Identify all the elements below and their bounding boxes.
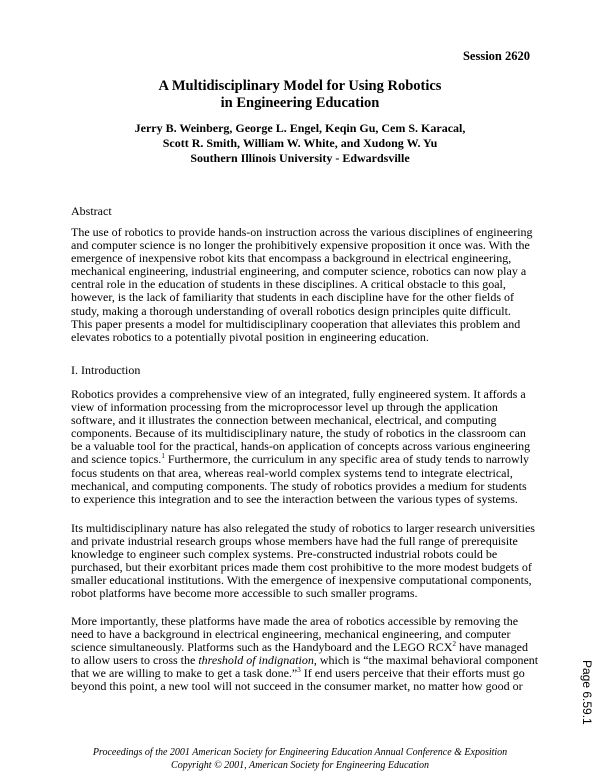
footnote-ref: 2 xyxy=(452,640,456,649)
abstract-line: mechanical engineering, industrial engineering, and computer science, robotics can now play a xyxy=(71,264,527,279)
text-run: Furthermore, the curriculum in any specific area of study tends to narrowly xyxy=(164,452,530,467)
paragraph-line: knowledge to engineer such complex systems. Pre-constructed industrial robots could be xyxy=(71,547,498,562)
paragraph-line: mechanical, and computing components. The study of robotics provides a medium for students xyxy=(71,478,527,493)
abstract-paragraph xyxy=(71,226,541,344)
intro-paragraph-1 xyxy=(71,388,541,506)
paragraph-line: need to have a background in electrical engineering, mechanical engineering, and computer xyxy=(71,627,511,642)
paragraph-line: components. Because of its multidisciplinary nature, the study of robotics in the classroom can xyxy=(71,426,526,441)
text-run: If end users perceive that their efforts must go xyxy=(300,666,525,681)
paragraph-line: to experience this integration and to see the interaction between the various types of systems. xyxy=(71,491,518,506)
affiliation: Southern Illinois University - Edwardsville xyxy=(190,151,410,165)
paragraph-line: be a valuable tool for the practical, hands-on application of concepts across various engineering xyxy=(71,439,531,454)
paragraph-line: and private industrial research groups whose members have had the full range of prerequisite xyxy=(71,534,518,549)
abstract-line: central role in the education of students in these disciplines. A critical obstacle to this goal, xyxy=(71,277,506,292)
paragraph-line: Robotics provides a comprehensive view of an integrated, fully engineered system. It affords a xyxy=(71,387,526,401)
paragraph-line: focus students on that area, whereas real-world complex systems tend to integrate electrical, xyxy=(71,465,513,480)
page-number: Page 6.59.1 xyxy=(580,660,594,725)
text-run: , which is “the maximal behavioral component xyxy=(313,653,539,668)
session-number: Session 2620 xyxy=(462,49,530,63)
abstract-line: and computer science is no longer the prohibitively expensive proposition it once was. With the xyxy=(71,238,530,253)
introduction-heading: I. Introduction xyxy=(71,363,141,377)
text-run: have managed xyxy=(455,640,528,655)
intro-paragraph-2 xyxy=(71,522,541,601)
intro-paragraph-3 xyxy=(71,615,541,694)
abstract-line: however, is the lack of familiarity that students in each discipline have for the other fields of xyxy=(71,290,515,305)
footnote-ref: 1 xyxy=(161,452,165,461)
text-run: to allow users to cross the xyxy=(71,653,199,668)
abstract-heading: Abstract xyxy=(71,204,112,218)
paragraph-line: More importantly, these platforms have made the area of robotics accessible by removing the xyxy=(71,614,519,628)
footnote-ref: 3 xyxy=(297,666,301,675)
author-block xyxy=(0,121,600,166)
abstract-line: elevates robotics to a potentially pivotal position in engineering education. xyxy=(71,329,429,344)
paragraph-line xyxy=(71,453,541,466)
footer-copyright: Copyright © 2001, American Society for Engineering Education xyxy=(171,760,429,771)
abstract-line: This paper presents a model for multidisciplinary cooperation that alleviates this problem and xyxy=(71,316,521,331)
title-line-1: A Multidisciplinary Model for Using Robotics xyxy=(158,78,442,94)
italic-term: threshold of indignation xyxy=(198,653,314,668)
paragraph-line: purchased, but their exorbitant prices made them cost prohibitive to the more modest budgets of xyxy=(71,560,532,575)
text-run: and science topics. xyxy=(71,452,162,467)
abstract-line: study, making a thorough understanding of overall robotics design principles quite difficult. xyxy=(71,303,511,318)
footer-proceedings: Proceedings of the 2001 American Society for Engineering Education Annual Conference & Exposition xyxy=(92,747,508,758)
paper-title xyxy=(0,78,600,112)
paragraph-line: beyond this point, a new tool will not succeed in the consumer market, no matter how good or xyxy=(71,679,523,694)
paragraph-line: robot platforms have become more accessible to such smaller programs. xyxy=(71,586,418,601)
author-line-1: Jerry B. Weinberg, George L. Engel, Keqin Gu, Cem S. Karacal, xyxy=(134,121,466,135)
text-run: science simultaneously. Platforms such as the Handyboard and the LEGO RCX xyxy=(71,640,453,655)
paragraph-line: software, and it illustrates the connection between mechanical, electrical, and computing xyxy=(71,413,497,428)
author-line-2: Scott R. Smith, William W. White, and Xudong W. Yu xyxy=(162,136,438,150)
paragraph-line: smaller educational institutions. With the emergence of inexpensive computational components, xyxy=(71,573,532,588)
text-run: that we are willing to make to get a task done.” xyxy=(71,666,298,681)
abstract-line: The use of robotics to provide hands-on instruction across the various disciplines of engineering xyxy=(71,225,533,239)
paragraph-line: Its multidisciplinary nature has also relegated the study of robotics to larger research universities xyxy=(71,521,535,535)
paragraph-line: view of information processing from the microprocessor level up through the application xyxy=(71,400,498,415)
abstract-line: emergence of inexpensive robot kits that encompass a background in electrical engineering, xyxy=(71,251,512,266)
page-footer xyxy=(0,746,600,772)
title-line-2: in Engineering Education xyxy=(220,95,380,111)
